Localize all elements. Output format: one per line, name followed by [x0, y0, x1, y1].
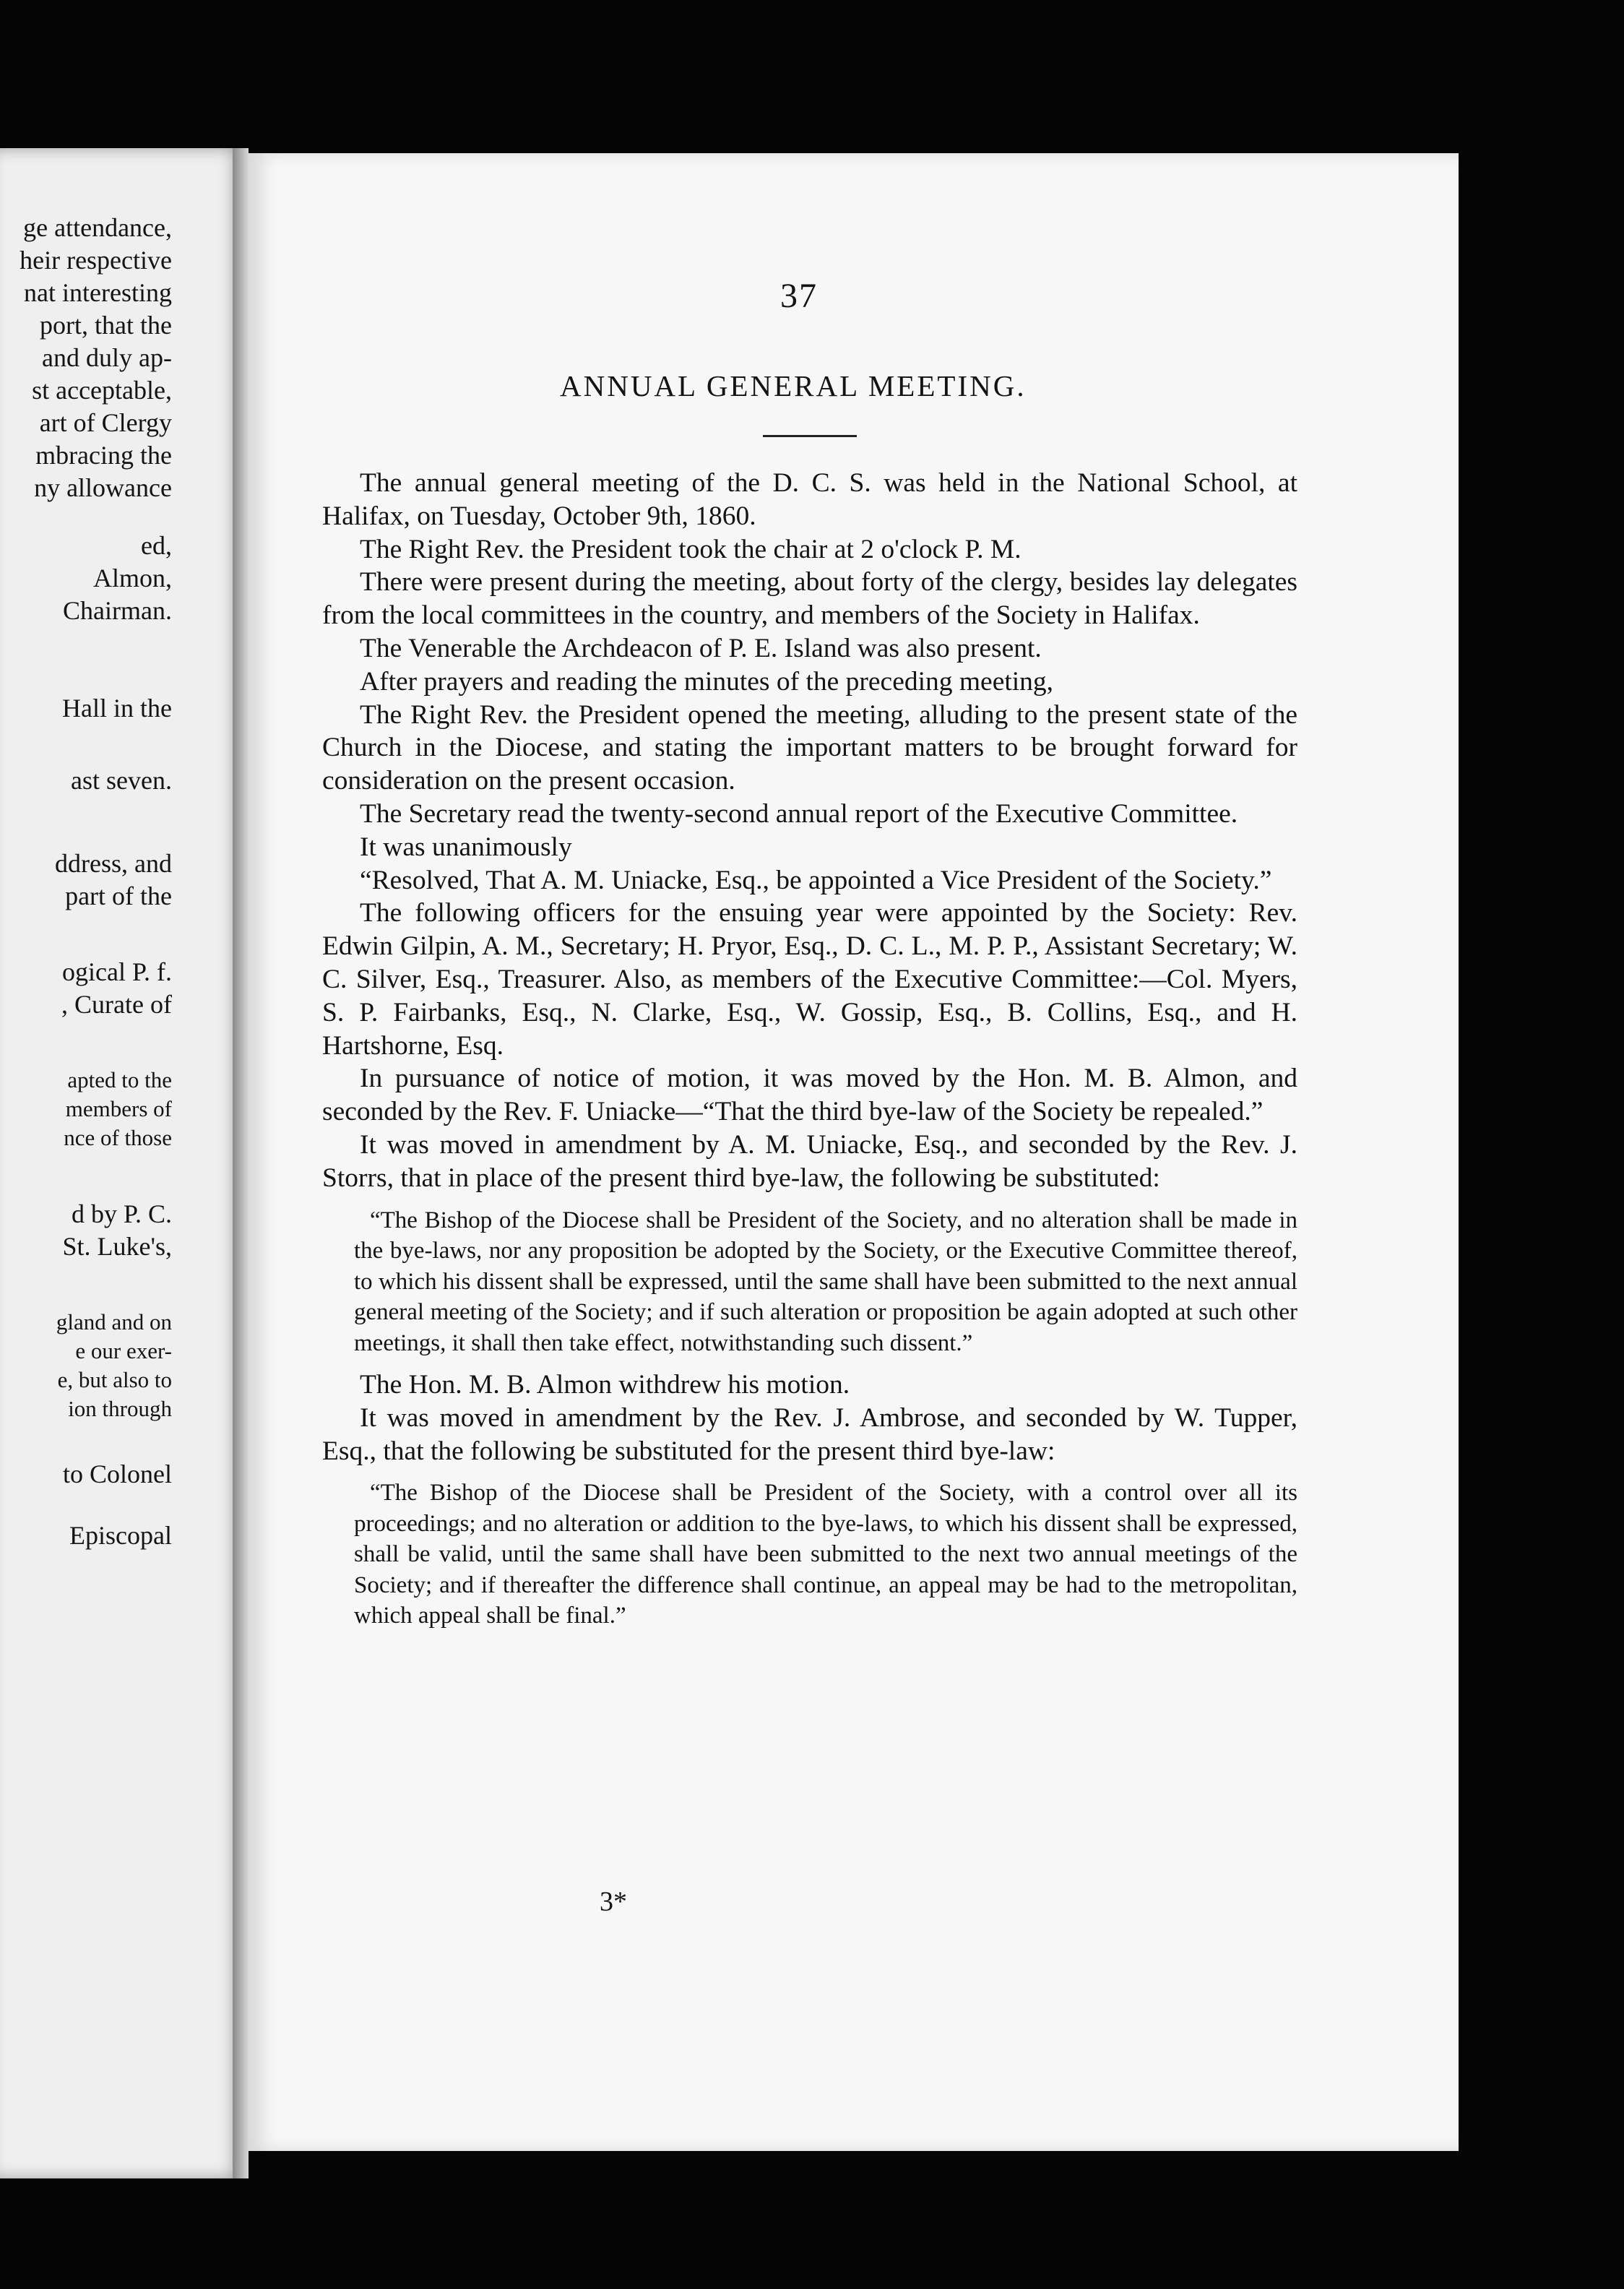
paragraph: The Right Rev. the President opened the meeting, alluding to the present state of the Church in the Diocese, and stating the important matters to be brought forward for consideration on the present occasion.	[322, 699, 1297, 796]
paragraph: In pursuance of notice of motion, it was moved by the Hon. M. B. Almon, and seconded by the Rev. F. Uniacke—“That the third bye-law of the Society be repealed.”	[322, 1064, 1297, 1127]
resolution-paragraph: “Resolved, That A. M. Uniacke, Esq., be appointed a Vice President of the Society.”	[360, 865, 1272, 895]
page-number: 37	[780, 277, 818, 315]
paragraph: After prayers and reading the minutes of the preceding meeting,	[360, 666, 1054, 697]
facing-page-line: e, but also to	[57, 1367, 172, 1392]
facing-page-line: nat interesting	[24, 278, 172, 307]
paragraph: The Venerable the Archdeacon of P. E. Island was also present.	[360, 633, 1042, 663]
facing-page-line: nce of those	[64, 1125, 172, 1150]
quote-text: “The Bishop of the Diocese shall be President of the Society, with a control over all its proceedings; and no alteration or addition to the bye-laws, to which his dissent shall be expressed, shall be valid, until the same shall have been submitted to the next two annual meetings of the Society; and if thereafter the difference shall continue, an appeal may be had to the metropolitan, which appeal shall be final.”	[354, 1480, 1297, 1629]
paragraph: The following officers for the ensuing year were appointed by the Society: Rev. Edwin Gilpin, A. M., Secretary; H. Pryor, Esq., D. C. L., M. P. P., Assistant Secretary; W. C. Silver, Esq., Treasurer. Also, as members of the Executive Committee:—Col. Myers, S. P. Fairbanks, Esq., N. Clarke, Esq., W. Gossip, Esq., B. Collins, Esq., and H. Hartshorne, Esq.	[322, 898, 1297, 1061]
facing-page-line: art of Clergy	[39, 408, 172, 437]
facing-page-line: part of the	[65, 881, 172, 910]
facing-page-line: members of	[65, 1096, 172, 1121]
facing-page-line: , Curate of	[61, 990, 172, 1019]
body-text	[322, 467, 1297, 1642]
facing-page-line: Hall in the	[62, 694, 172, 723]
page-heading: ANNUAL GENERAL MEETING.	[560, 369, 1027, 402]
paragraph: The Right Rev. the President took the chair at 2 o'clock P. M.	[360, 534, 1022, 564]
facing-page-line: ddress, and	[55, 849, 172, 878]
facing-page-line: heir respective	[20, 246, 172, 275]
facing-page	[0, 148, 244, 2178]
paragraph: It was moved in amendment by A. M. Uniacke, Esq., and seconded by the Rev. J. Storrs, that in place of the present third bye-law, the following be substituted:	[322, 1129, 1297, 1193]
paragraph: The Hon. M. B. Almon withdrew his motion.	[360, 1370, 850, 1400]
facing-page-line: apted to the	[67, 1067, 172, 1092]
quoted-bye-law-1	[354, 1205, 1297, 1359]
facing-page-line: e our exer-	[75, 1338, 172, 1363]
paragraph: It was moved in amendment by the Rev. J. Ambrose, and seconded by W. Tupper, Esq., that the following be substituted for the present third bye-law:	[322, 1402, 1297, 1466]
quoted-bye-law-2	[354, 1478, 1297, 1631]
facing-page-line: port, that the	[40, 311, 172, 340]
facing-page-line: mbracing the	[35, 441, 172, 470]
facing-page-line: Episcopal	[69, 1521, 172, 1550]
paragraph: The Secretary read the twenty-second annual report of the Executive Committee.	[360, 798, 1238, 829]
book-gutter	[233, 148, 249, 2178]
heading-rule	[763, 435, 857, 437]
facing-page-line: to Colonel	[63, 1460, 172, 1488]
facing-page-line: Chairman.	[63, 596, 172, 625]
facing-page-line: ge attendance,	[23, 213, 172, 242]
facing-page-line: and duly ap-	[42, 343, 172, 372]
facing-page-line: ny allowance	[34, 473, 172, 502]
facing-page-line: gland and on	[56, 1309, 172, 1335]
paragraph: It was unanimously	[360, 832, 572, 862]
paragraph: There were present during the meeting, about forty of the clergy, besides lay delegates from the local committees in the country, and members of the Society in Halifax.	[322, 567, 1297, 631]
facing-page-line: ast seven.	[71, 766, 172, 795]
facing-page-line: d by P. C.	[71, 1199, 172, 1228]
paragraph: The annual general meeting of the D. C. S. was held in the National School, at Halifax, on Tuesday, October 9th, 1860.	[322, 468, 1297, 531]
facing-page-line: ed,	[141, 531, 172, 560]
facing-page-line: St. Luke's,	[62, 1232, 172, 1261]
facing-page-line: ion through	[68, 1396, 172, 1421]
quote-text: “The Bishop of the Diocese shall be President of the Society, and no alteration shall be made in the bye-laws, nor any proposition be adopted by the Society, or the Executive Committee thereof, to which his dissent shall be expressed, until the same shall have been submitted to the next annual general meeting of the Society; and if such alteration or proposition be again adopted at such other meetings, it shall then take effect, notwithstanding such dissent.”	[354, 1207, 1297, 1356]
signature-mark: 3*	[600, 1887, 627, 1917]
facing-page-line: Almon,	[92, 564, 172, 592]
facing-page-line: st acceptable,	[32, 376, 172, 405]
facing-page-line: ogical P. f.	[62, 957, 172, 986]
